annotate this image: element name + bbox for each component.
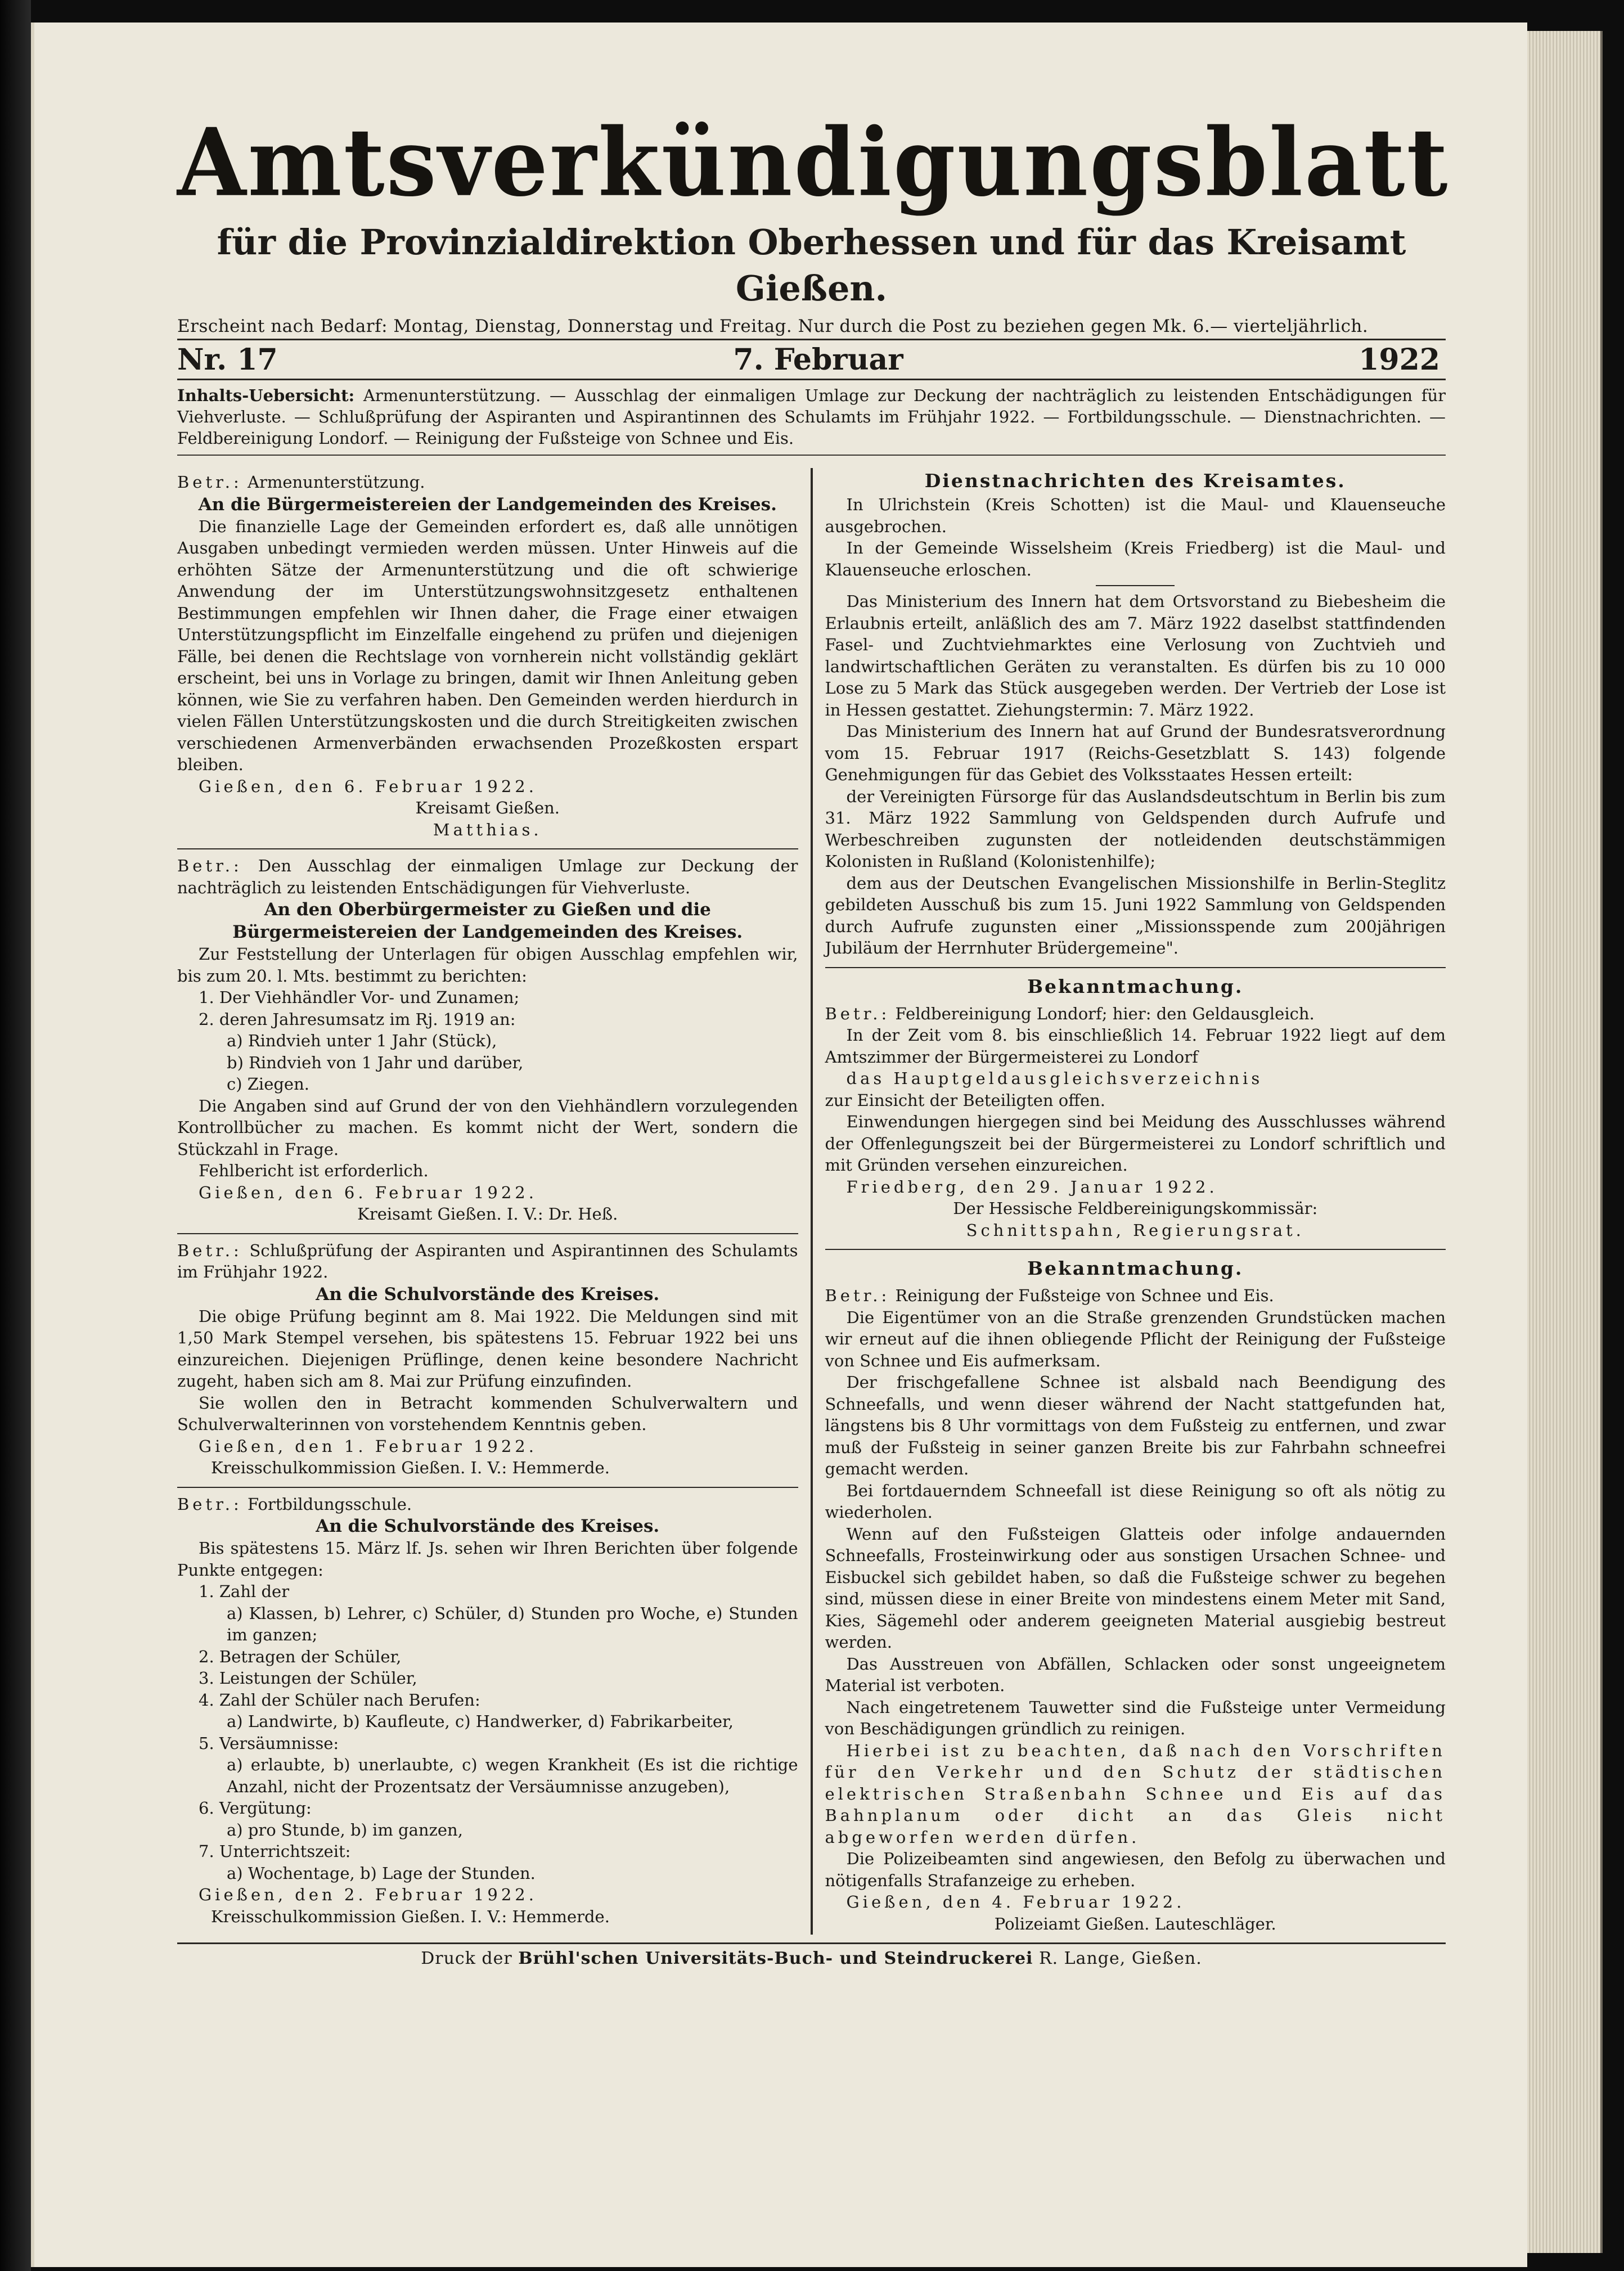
list-item: 2. Betragen der Schüler, [199,1647,402,1666]
betr-text: Fortbildungsschule. [248,1494,412,1514]
signature: Kreisschulkommission Gießen. I. V.: Hemmerde. [211,1458,610,1477]
page-edges [1527,31,1603,2253]
betr-label: Betr.: [177,1494,242,1514]
article-body: Die Eigentümer von an die Straße grenzenden Grundstücken machen wir erneut auf die ihnen obliegende Pflicht der Reinigung der Fußsteige von Schnee und Eis aufmerksam. [825,1307,1446,1370]
betr-text: Den Ausschlag der einmaligen Umlage zur Deckung der nachträglich zu leistenden Entschädigungen für Viehverluste. [177,856,798,897]
list-item: 5. Versäumnisse: [199,1733,339,1753]
list-item: b) Rindvieh von 1 Jahr und darüber, [227,1053,524,1072]
article-body: das Hauptgeldausgleichsverzeichnis [846,1069,1263,1088]
issue-year: 1922 [1358,343,1440,377]
dateline: Gießen, den 6. Februar 1922. [199,776,537,796]
list-item: a) Landwirte, b) Kaufleute, c) Handwerker, d) Fabrikarbeiter, [227,1712,734,1731]
article-body: Hierbei ist zu beachten, daß nach den Vorschriften für den Verkehr und den Schutz der städtischen elektrischen Straßenbahn Schnee und Eis auf das Bahnplanum oder dicht an das Gleis nicht abgeworfen werden dürfen. [825,1741,1446,1847]
addressee: An die Bürgermeistereien der Landgemeinden des Kreises. [198,494,777,515]
article-body: Das Ministerium des Innern hat dem Ortsvorstand zu Biebesheim die Erlaubnis erteilt, anläßlich des am 7. März 1922 daselbst stattfindenden Fasel- und Zuchtviehmarktes eine Verlosung von Zuchtvieh und landwirtschaftlichen Geräten zu veranstalten. Es dürfen bis zu 10 000 Lose zu 5 Mark das Stück ausgegeben werden. Der Vertrieb der Lose ist in Hessen gestattet. Ziehungstermin: 7. März 1922. [825,592,1446,719]
addressee: An die Schulvorstände des Kreises. [316,1516,660,1536]
signature: Kreisamt Gießen. I. V.: Dr. Heß. [357,1204,618,1224]
article-body: Die Polizeibeamten sind angewiesen, den Befolg zu überwachen und nötigenfalls Strafanzeige zu erheben. [825,1849,1446,1890]
dateline: Gießen, den 4. Februar 1922. [846,1892,1185,1912]
article-viehverluste [177,855,798,1225]
article-body: In der Zeit vom 8. bis einschließlich 14. Februar 1922 liegt auf dem Amtszimmer der Bürgermeisterei zu Londorf [825,1026,1446,1067]
article-body: Der frischgefallene Schnee ist alsbald nach Beendigung des Schneefalls, und wenn dieser während der Nacht stattgefunden hat, längstens bis 8 Uhr vormittags von dem Fußsteig zu entfernen, und zwar muß der Fußsteig in seiner ganzen Breite bis zur Fahrbahn schneefrei gemacht werden. [825,1373,1446,1478]
betr-text: Reinigung der Fußsteige von Schnee und Eis. [895,1286,1274,1305]
section-heading: Bekanntmachung. [1027,975,1244,997]
article-body: Die obige Prüfung beginnt am 8. Mai 1922. Die Meldungen sind mit 1,50 Mark Stempel versehen, bis spätestens 15. Februar 1922 bei uns einzureichen. Diejenigen Prüflinge, denen keine besondere Nachricht zugeht, haben sich am 8. Mai zur Prüfung einzufinden. [177,1306,798,1391]
list-item: 6. Vergütung: [199,1798,312,1818]
article-reinigung-fusssteige [825,1256,1446,1935]
section-rule [177,848,798,849]
article-body: Einwendungen hiergegen sind bei Meidung des Ausschlusses während der Offenlegungszeit bei der Bürgermeisterei zu Londorf schriftlich und mit Gründen versehen einzureichen. [825,1112,1446,1175]
article-body: Das Ministerium des Innern hat auf Grund der Bundesratsverordnung vom 15. Februar 1917 (Reichs-Gesetzblatt S. 143) folgende Genehmigungen für das Gebiet des Volksstaates Hessen erteilt: [825,722,1446,784]
betr-text: Armenunterstützung. [248,473,425,492]
list-item: a) pro Stunde, b) im ganzen, [227,1820,463,1840]
article-dienstnachrichten [825,468,1446,959]
signature: Polizeiamt Gießen. Lauteschläger. [994,1914,1276,1933]
betr-label: Betr.: [177,473,242,492]
article-body: Bei fortdauerndem Schneefall ist diese Reinigung so oft als nötig zu wiederholen. [825,1481,1446,1522]
list-item: a) Rindvieh unter 1 Jahr (Stück), [227,1031,497,1050]
list-item: 2. deren Jahresumsatz im Rj. 1919 an: [199,1009,516,1029]
betr-text: Feldbereinigung Londorf; hier: den Geldausgleich. [895,1004,1315,1023]
article-body: Zur Feststellung der Unterlagen für obigen Ausschlag empfehlen wir, bis zum 20. l. Mts. bestimmt zu berichten: [177,945,798,986]
list-item: c) Ziegen. [227,1074,309,1094]
masthead-title: Amtsverkündigungsblatt [177,108,1450,218]
masthead-subtitle: für die Provinzialdirektion Oberhessen und für das Kreisamt Gießen. [217,222,1406,309]
list-item: 7. Unterrichtszeit: [199,1842,351,1861]
publication-schedule: Erscheint nach Bedarf: Montag, Dienstag, Donnerstag und Freitag. Nur durch die Post zu beziehen gegen Mk. 6.— vierteljährlich. [177,316,1369,336]
dateline: Gießen, den 6. Februar 1922. [199,1182,537,1202]
page-content [177,108,1450,2138]
list-item: 3. Leistungen der Schüler, [199,1669,417,1688]
imprint-printer: Brühl'schen Universitäts-Buch- und Steindruckerei [518,1949,1033,1968]
right-column [813,468,1446,1935]
list-item: 4. Zahl der Schüler nach Berufen: [199,1690,480,1710]
betr-label: Betr.: [825,1286,890,1305]
toc-label: Inhalts-Uebersicht: [177,386,355,405]
betr-label: Betr.: [177,856,242,875]
section-rule [177,1233,798,1234]
article-body: Das Ausstreuen von Abfällen, Schlacken oder sonst ungeeignetem Material ist verboten. [825,1654,1446,1695]
article-body: Wenn auf den Fußsteigen Glatteis oder infolge andauernden Schneefalls, Frosteinwirkung oder aus sonstigen Ursachen Schnee- und Eisbuckel sich gebildet haben, so daß die Fußsteige schwer zu begehen sind, müssen diese in einer Breite von mindestens einem Meter mit Sand, Kies, Sägemehl oder anderem geeigneten Material ausgiebig bestreut werden. [825,1524,1446,1652]
article-body: In der Gemeinde Wisselsheim (Kreis Friedberg) ist die Maul- und Klauenseuche erloschen. [825,538,1446,579]
issue-date: 7. Februar [733,343,903,377]
addressee: An die Schulvorstände des Kreises. [316,1284,660,1305]
imprint-post: R. Lange, Gießen. [1039,1949,1202,1968]
article-body: Nach eingetretenem Tauwetter sind die Fußsteige unter Vermeidung von Beschädigungen gründlich zu reinigen. [825,1697,1446,1738]
dateline: Friedberg, den 29. Januar 1922. [846,1177,1218,1197]
article-columns [177,468,1446,1935]
dateline: Gießen, den 1. Februar 1922. [199,1436,537,1456]
article-body: In Ulrichstein (Kreis Schotten) ist die Maul- und Klauenseuche ausgebrochen. [825,495,1446,536]
article-body: Bis spätestens 15. März lf. Js. sehen wir Ihren Berichten über folgende Punkte entgegen: [177,1539,798,1580]
article-body: der Vereinigten Fürsorge für das Auslandsdeutschtum in Berlin bis zum 31. März 1922 Sammlung von Geldspenden durch Aufrufe und Werbeschreiben zugunsten der notleidenden deutschstämmigen Kolonisten in Rußland (Kolonistenhilfe); [825,786,1446,871]
short-rule [1096,585,1175,586]
section-rule [825,967,1446,968]
article-body: dem aus der Deutschen Evangelischen Missionshilfe in Berlin-Steglitz gebildeten Ausschuß bis zum 15. Juni 1922 Sammlung von Geldspenden durch Aufrufe zugunsten einer „Missionsspende zum 200jährigen Jubiläum der Herrnhuter Brüdergemeine". [825,873,1446,957]
list-item: a) Wochentage, b) Lage der Stunden. [227,1863,536,1883]
section-rule [825,1249,1446,1250]
addressee: An den Oberbürgermeister zu Gießen und die Bürgermeistereien der Landgemeinden des Kreises. [232,900,743,942]
toc-rule [177,455,1446,456]
signature: Kreisschulkommission Gießen. I. V.: Hemmerde. [211,1906,610,1926]
book-binding [0,0,31,2271]
dateline: Gießen, den 2. Februar 1922. [199,1885,537,1904]
section-heading: Dienstnachrichten des Kreisamtes. [924,470,1346,492]
betr-label: Betr.: [177,1240,242,1260]
issue-number: Nr. 17 [177,343,278,377]
list-item: a) erlaubte, b) unerlaubte, c) wegen Krankheit (Es ist die richtige Anzahl, nicht der Prozentsatz der Versäumnisse anzugeben), [227,1755,798,1796]
section-heading: Bekanntmachung. [1027,1257,1244,1279]
article-body: Sie wollen den in Betracht kommenden Schulverwaltern und Schulverwalterinnen von vorstehendem Kenntnis geben. [177,1393,798,1434]
list-item: a) Klassen, b) Lehrer, c) Schüler, d) Stunden pro Woche, e) Stunden im ganzen; [227,1603,798,1644]
betr-text: Schlußprüfung der Aspiranten und Aspirantinnen des Schulamts im Frühjahr 1922. [177,1240,798,1281]
imprint-pre: Druck der [421,1949,512,1968]
list-item: 1. Zahl der [199,1582,290,1601]
signature-name: Schnittspahn, Regierungsrat. [966,1220,1304,1240]
left-column [177,468,811,1935]
article-feldbereinigung [825,974,1446,1242]
signature-org: Kreisamt Gießen. [415,798,560,817]
issue-line [177,340,1446,379]
article-body: Die finanzielle Lage der Gemeinden erfordert es, daß alle unnötigen Ausgaben unbedingt vermieden werden müssen. Unter Hinweis auf die erhöhten Sätze der Armenunterstützung und die oft schwierige Anwendung der im Unterstützungswohnsitzgesetz enthaltenen Bestimmungen empfehlen wir Ihnen daher, die Frage einer etwaigen Unterstützungspflicht im Einzelfalle eingehend zu prüfen und diejenigen Fälle, bei denen die Rechtslage von vornherein nicht vollständig geklärt erscheint, bei uns in Vorlage zu bringen, damit wir Ihnen Anleitung geben können, wie Sie zu verfahren haben. Den Gemeinden werden hierdurch in vielen Fällen Unterstützungskosten und die durch Streitigkeiten zwischen verschiedenen Armenverbänden erwachsenden Prozeßkosten erspart bleiben. [177,516,798,774]
article-schlusspruefung [177,1240,798,1479]
article-fortbildungsschule [177,1494,798,1928]
list-item: 1. Der Viehhändler Vor- und Zunamen; [199,988,520,1007]
article-body: Die Angaben sind auf Grund der von den Viehhändlern vorzulegenden Kontrollbücher zu machen. Es kommt nicht der Wert, sondern die Stückzahl in Frage. [177,1096,798,1159]
article-armenunterstuetzung [177,471,798,840]
printer-imprint [177,1944,1446,1970]
signature-name: Matthias. [433,820,542,839]
signature-org: Der Hessische Feldbereinigungskommissär: [953,1199,1318,1218]
table-of-contents [177,380,1446,455]
betr-label: Betr.: [825,1004,890,1023]
section-rule [177,1487,798,1488]
article-body: zur Einsicht der Beteiligten offen. [825,1090,1105,1110]
toc-text: Armenunterstützung. — Ausschlag der einmaligen Umlage zur Deckung der nachträglich zu leistenden Entschädigungen für Viehverluste. — Schlußprüfung der Aspiranten und Aspirantinnen des Schulamts im Frühjahr 1922. — Fortbildungsschule. — Dienstnachrichten. — Feldbereinigung Londorf. — Reinigung der Fußsteige von Schnee und Eis. [177,386,1446,448]
article-body: Fehlbericht ist erforderlich. [199,1161,429,1180]
